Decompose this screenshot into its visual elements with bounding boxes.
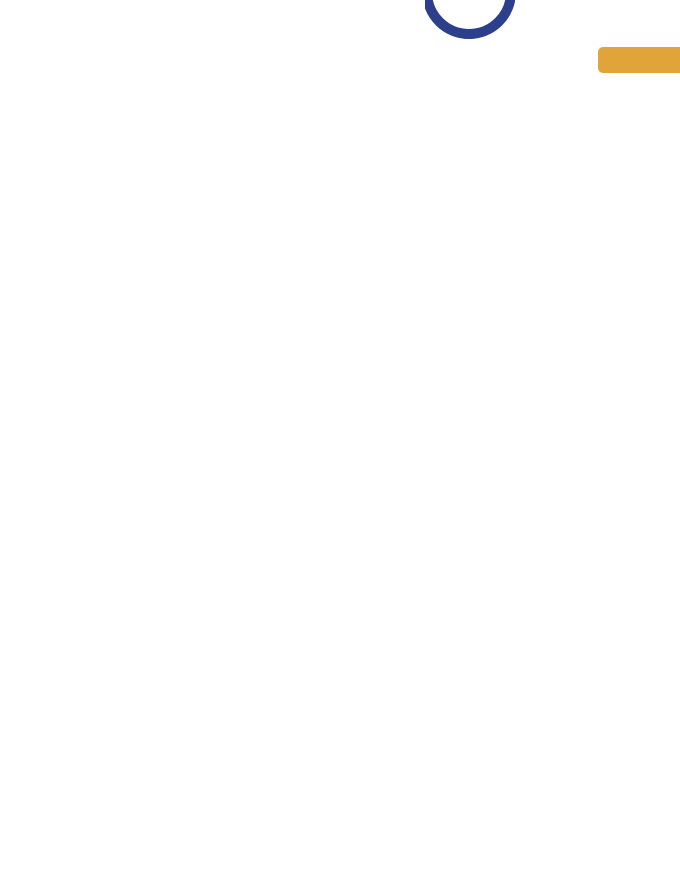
dot-grid-left-decoration (0, 690, 50, 820)
ring-decoration (425, 0, 515, 48)
page-number-tab (598, 47, 680, 73)
